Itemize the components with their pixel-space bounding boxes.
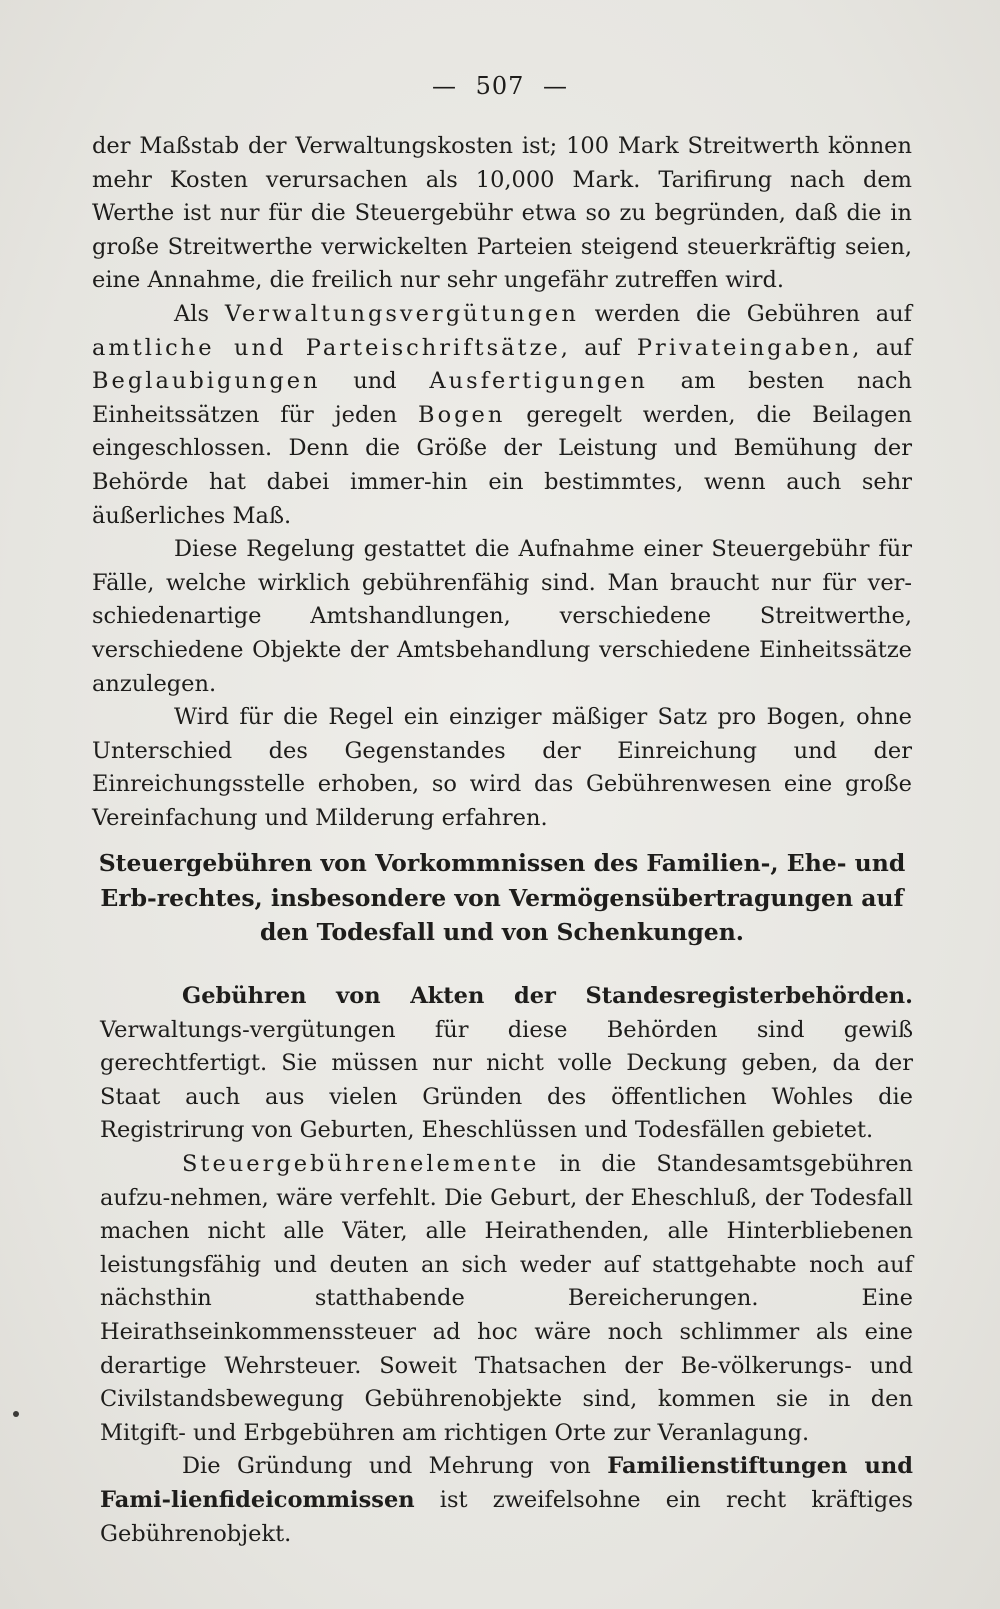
spaced-term: Privateingaben [636, 334, 853, 361]
paragraph-3: Diese Regelung gestattet die Aufnahme einer Steuergebühr für Fälle, welche wirklich gebührenfähig sind. Man braucht nur für ver-schiedenartige Amtshandlungen, verschiedene Streitwerthe, verschiedene Objekte der Amtsbehandlung verschiedene Einheitssätze anzulegen. [92, 536, 912, 697]
body-text-upper [92, 130, 912, 835]
page-header [0, 72, 1000, 100]
section-heading: Steuergebühren von Vorkommnissen des Familien-, Ehe- und Erb-rechtes, insbesondere von Vermögensübertragungen auf den Todesfall und von Schenkungen. [98, 849, 906, 946]
text-run: , auf [560, 334, 637, 361]
page-number: 507 [475, 72, 525, 100]
bold-term: Familienstiftungen und Fami-lienfideicommissen [100, 1453, 913, 1513]
paragraph-7 [100, 1450, 913, 1551]
text-run: Die Gründung und Mehrung von [182, 1453, 608, 1480]
body-text-lower [100, 980, 913, 1551]
spaced-term: Steuergebührenelemente [182, 1150, 540, 1177]
text-run: werden die Gebühren auf [578, 300, 912, 327]
paragraph-1: der Maßstab der Verwaltungskosten ist; 100 Mark Streitwerth können mehr Kosten verursachen als 10,000 Mark. Tarifirung nach dem Werthe ist nur für die Steuergebühr etwa so zu begründen, daß die in große Streitwerthe verwickelten Parteien steigend steuerkräftig seien, eine Annahme, die freilich nur sehr ungefähr zutreffen wird. [92, 133, 912, 294]
spaced-term: Bogen [418, 401, 506, 428]
header-dash-left: — [431, 72, 457, 100]
text-run: am besten nach Einheitssätzen für jeden [92, 368, 912, 428]
header-dash-right: — [543, 72, 569, 100]
text-run: ist zweifelsohne ein recht kräftiges Gebührenobjekt. [100, 1486, 913, 1547]
text-run: und [320, 368, 430, 395]
paragraph-6 [100, 1148, 913, 1450]
spaced-term: Verwaltungsvergütungen [224, 300, 579, 327]
text-run: in die Standesamtsgebühren aufzu-nehmen, wäre verfehlt. Die Geburt, der Eheschluß, der Todesfall machen nicht alle Väter, alle Heirathenden, alle Hinterbliebenen leistungsfähig und deuten an sich weder auf stattgehabte noch auf nächsthin statthabende Bereicherungen. Eine Heirathseinkommenssteuer ad hoc wäre noch schlimmer als eine derartige Wehrsteuer. Soweit Thatsachen der Be-völkerungs- und Civilstandsbewegung Gebührenobjekte sind, kommen sie in den Mitgift- und Erbgebühren am richtigen Orte zur Veranlagung. [100, 1150, 913, 1446]
paragraph-5 [100, 980, 913, 1148]
run-in-heading: Gebühren von Akten der Standesregisterbehörden. [182, 983, 913, 1009]
spaced-term: Beglaubigungen [92, 368, 321, 395]
spaced-term: amtliche und Parteischriftsätze [92, 334, 561, 361]
paragraph-2 [92, 298, 912, 533]
ink-speck [13, 1411, 19, 1417]
text-run: Als [174, 300, 225, 327]
text-run: geregelt werden, die Beilagen eingeschlossen. Denn die Größe der Leistung und Bemühung der Behörde hat dabei immer-hin ein bestimmtes, wenn auch sehr äußerliches Maß. [92, 401, 912, 529]
paragraph-4: Wird für die Regel ein einziger mäßiger Satz pro Bogen, ohne Unterschied des Gegenstandes der Einreichung und der Einreichungsstelle erhoben, so wird das Gebührenwesen eine große Vereinfachung und Milderung erfahren. [92, 704, 912, 831]
text-run: , auf [852, 334, 912, 361]
text-run: Verwaltungs-vergütungen für diese Behörden sind gewiß gerechtfertigt. Sie müssen nur nicht volle Deckung geben, da der Staat auch aus vielen Gründen des öffentlichen Wohles die Registrirung von Geburten, Eheschlüssen und Todesfällen gebietet. [100, 1016, 913, 1144]
spaced-term: Ausfertigungen [429, 368, 648, 395]
